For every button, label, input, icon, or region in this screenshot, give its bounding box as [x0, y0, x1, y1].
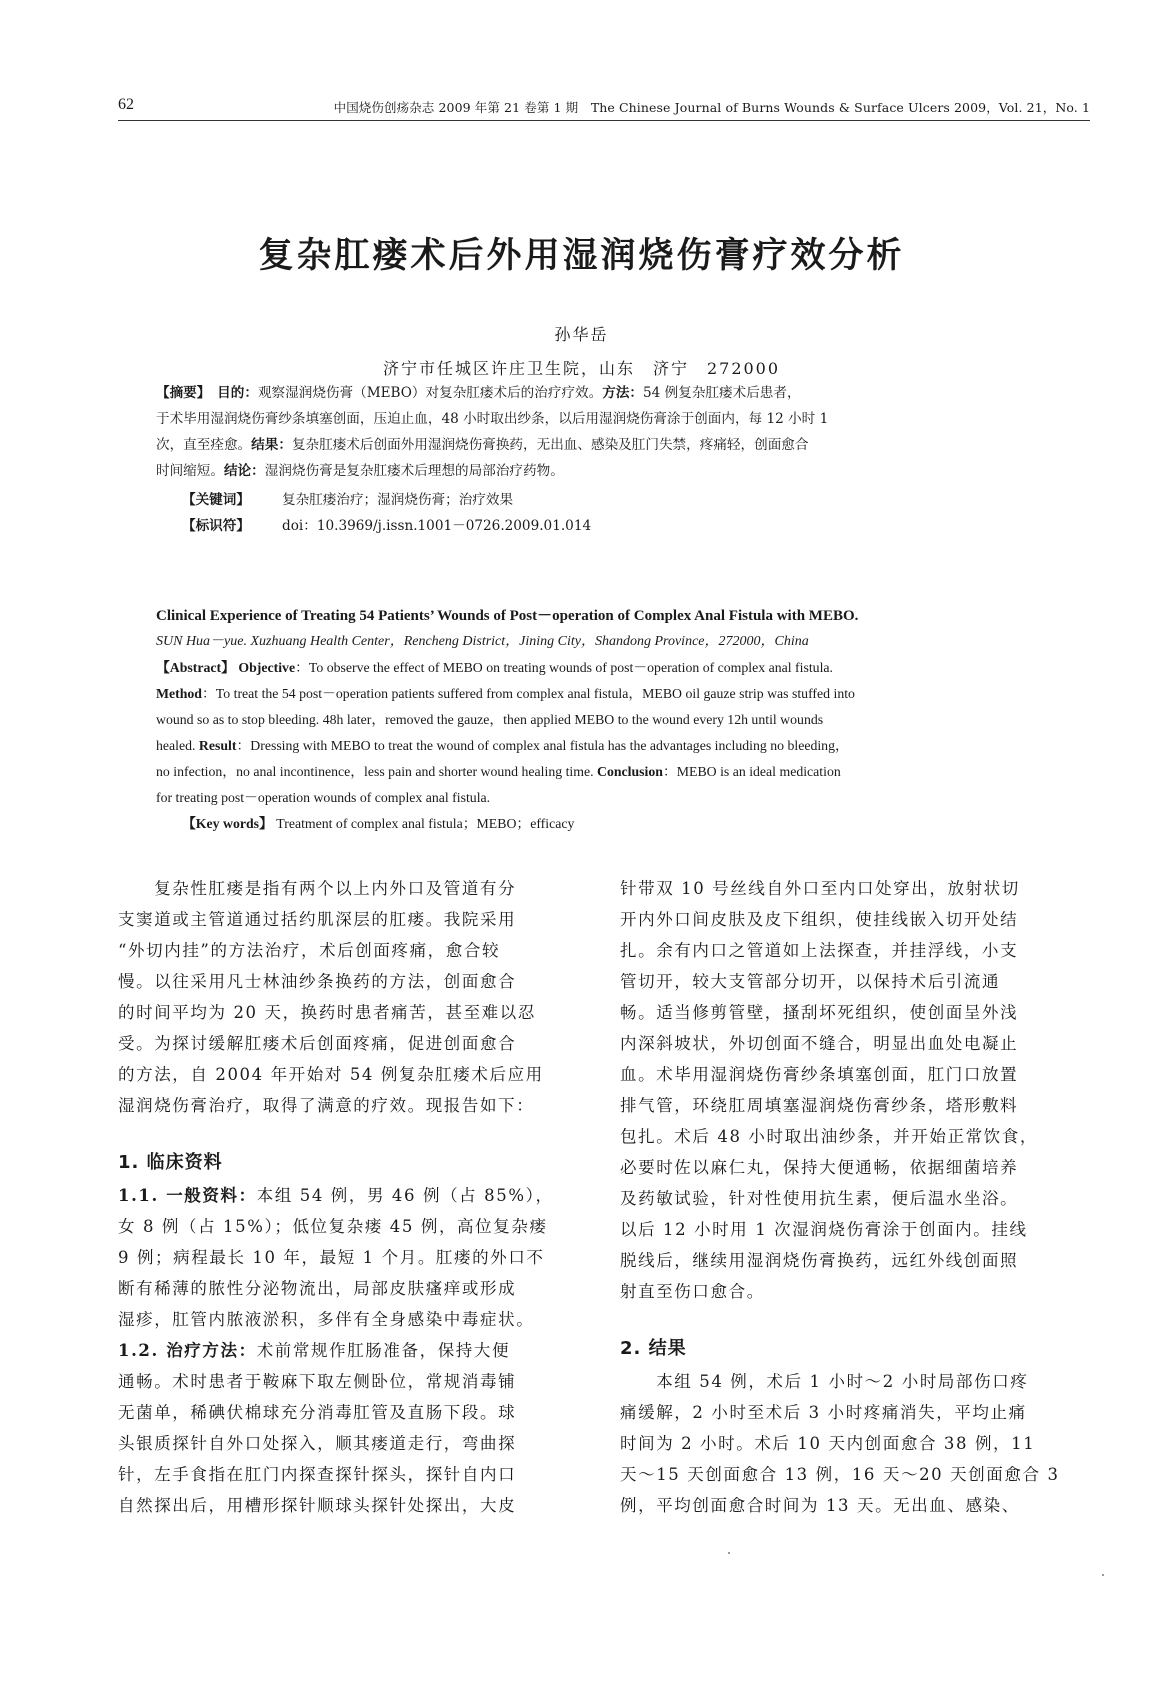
- text-run: 内深斜坡状，外切创面不缝合，明显出血处电凝止: [620, 1034, 1019, 1053]
- chinese-keywords: [182, 488, 513, 508]
- bold-run: Result: [198, 738, 237, 753]
- text-run: 针带双 10 号丝线自外口至内口处穿出，放射状切: [620, 879, 1020, 898]
- text-run: 于术毕用湿润烧伤膏纱条填塞创面，压迫止血，48 小时取出纱条，以后用湿润烧伤膏涂于创面内，每 12 小时 1: [156, 411, 829, 427]
- text-run: ：To observe the effect of MEBO on treating wounds of post－operation of complex anal fistula.: [295, 660, 833, 675]
- bold-run: 【摘要】: [156, 385, 218, 401]
- text-run: 脱线后，继续用湿润烧伤膏换药，远红外线创面照: [620, 1251, 1019, 1270]
- text-run: 次，直至痊愈。: [156, 437, 252, 453]
- body-line: [118, 1304, 582, 1335]
- scan-speck: [728, 1552, 730, 1554]
- bold-run: 目的：: [217, 385, 258, 401]
- text-run: 畅。适当修剪管壁，搔刮坏死组织，使创面呈外浅: [620, 1003, 1019, 1022]
- text-run: 受。为探讨缓解肛瘘术后创面疼痛，促进创面愈合: [118, 1034, 517, 1053]
- english-title: Clinical Experience of Treating 54 Patients’ Wounds of Post－operation of Complex Anal Fistula with MEBO.: [156, 608, 859, 624]
- body-line: [620, 1490, 1084, 1521]
- author-name: 孙华岳: [554, 325, 609, 344]
- body-line: [118, 1397, 582, 1428]
- abstract-line: [156, 681, 1086, 707]
- bold-run: 2. 结果: [620, 1338, 687, 1359]
- bold-run: 1.1. 一般资料：: [118, 1186, 257, 1205]
- body-line: [620, 1214, 1084, 1245]
- author-affiliation: 济宁市任城区许庄卫生院，山东 济宁 272000: [382, 359, 781, 378]
- text-run: healed.: [156, 738, 199, 753]
- en-keywords-value: Treatment of complex anal fistula；MEBO；efficacy: [276, 816, 575, 831]
- doi-value: doi：10.3969/j.issn.1001－0726.2009.01.014: [282, 518, 592, 534]
- text-run: ：MEBO is an ideal medication: [662, 764, 841, 779]
- body-line: [118, 1335, 582, 1366]
- text-run: 时间缩短。: [156, 463, 224, 479]
- abstract-line: [156, 406, 1086, 432]
- body-line: [118, 1428, 582, 1459]
- abstract-line: [156, 458, 1086, 484]
- body-line: [620, 1459, 1084, 1490]
- text-run: 包扎。术后 48 小时取出油纱条，并开始正常饮食，: [620, 1127, 1038, 1146]
- text-run: 断有稀薄的脓性分泌物流出，局部皮肤瘙痒或形成: [118, 1279, 517, 1298]
- text-run: 本组 54 例，男 46 例（占 85%），: [256, 1186, 554, 1205]
- journal-citation: 中国烧伤创疡杂志 2009 年第 21 卷第 1 期 The Chinese Journal of Burns Wounds & Surface Ulcers 2009，Vol. 21，No. 1: [333, 100, 1090, 115]
- body-line: [118, 1180, 582, 1211]
- bold-run: 方法：: [602, 385, 644, 401]
- body-line: [118, 1059, 582, 1090]
- body-line: [118, 997, 582, 1028]
- bold-run: 结论：: [223, 463, 265, 479]
- text-run: 观察湿润烧伤膏（MEBO）对复杂肛瘘术后的治疗疗效。: [257, 385, 603, 401]
- text-run: 血。术毕用湿润烧伤膏纱条填塞创面，肛门口放置: [620, 1065, 1019, 1084]
- body-line: [118, 1490, 582, 1521]
- text-run: 射直至伤口愈合。: [620, 1282, 765, 1301]
- text-run: 复杂性肛瘘是指有两个以上内外口及管道有分: [118, 879, 517, 898]
- paragraph-gap: [118, 1121, 582, 1146]
- body-line: [620, 1152, 1084, 1183]
- body-line: [118, 1028, 582, 1059]
- abstract-line: [156, 785, 1086, 811]
- text-run: ：Dressing with MEBO to treat the wound of complex anal fistula has the advantages including no bleeding，: [236, 738, 849, 753]
- text-run: for treating post－operation wounds of complex anal fistula.: [156, 790, 491, 805]
- text-run: no infection，no anal incontinence，less pain and shorter wound healing time.: [156, 764, 598, 779]
- body-line: [620, 1397, 1084, 1428]
- abstract-line: [156, 707, 1086, 733]
- text-run: 术前常规作肛肠准备，保持大便: [256, 1341, 511, 1360]
- body-line: [118, 1211, 582, 1242]
- text-run: 天～15 天创面愈合 13 例，16 天～20 天创面愈合 3: [620, 1465, 1060, 1484]
- text-run: 排气管，环绕肛周填塞湿润烧伤膏纱条，塔形敷料: [620, 1096, 1019, 1115]
- body-line: [118, 935, 582, 966]
- body-line: [620, 1121, 1084, 1152]
- body-line: [118, 966, 582, 997]
- text-run: 自然探出后，用槽形探针顺球头探针处探出，大皮: [118, 1496, 517, 1515]
- text-run: 开内外口间皮肤及皮下组织，使挂线嵌入切开处结: [620, 910, 1019, 929]
- page-number: 62: [118, 96, 134, 113]
- en-keywords-label: 【Key words】: [182, 816, 273, 831]
- body-line: [118, 1459, 582, 1490]
- keywords-label: 【关键词】: [182, 492, 250, 508]
- english-abstract: [156, 655, 1086, 811]
- identifier-label: 【标识符】: [182, 518, 250, 534]
- section-heading: [620, 1332, 1084, 1366]
- text-run: 本组 54 例，术后 1 小时～2 小时局部伤口疼: [620, 1372, 1029, 1391]
- body-line: [620, 1183, 1084, 1214]
- text-run: “外切内挂”的方法治疗，术后创面疼痛，愈合较: [118, 941, 501, 960]
- english-author: SUN Hua－yue. Xuzhuang Health Center，Rencheng District，Jining City，Shandong Province，272000，China: [156, 634, 809, 649]
- text-run: 例，平均创面愈合时间为 13 天。无出血、感染、: [620, 1496, 1020, 1515]
- abstract-line: [156, 759, 1086, 785]
- body-line: [620, 1059, 1084, 1090]
- body-line: [620, 1090, 1084, 1121]
- text-run: 湿润烧伤膏治疗，取得了满意的疗效。现报告如下：: [118, 1096, 535, 1115]
- article-title: 复杂肛瘘术后外用湿润烧伤膏疗效分析: [258, 236, 905, 276]
- english-keywords: [182, 812, 574, 832]
- text-run: 复杂肛瘘术后创面外用湿润烧伤膏换药，无出血、感染及肛门失禁，疼痛轻，创面愈合: [291, 437, 809, 453]
- text-run: 湿疹，肛管内脓液淤积，多伴有全身感染中毒症状。: [118, 1310, 535, 1329]
- body-line: [118, 1366, 582, 1397]
- body-line: [118, 873, 582, 904]
- text-run: ：To treat the 54 post－operation patients suffered from complex anal fistula，MEBO oil gauze strip was stuffed into: [202, 686, 855, 701]
- text-run: 管切开，较大支管部分切开，以保持术后引流通: [620, 972, 1001, 991]
- text-run: 以后 12 小时用 1 次湿润烧伤膏涂于创面内。挂线: [620, 1220, 1028, 1239]
- section-heading: [118, 1146, 582, 1180]
- text-run: 无菌单，稀碘伏棉球充分消毒肛管及直肠下段。球: [118, 1403, 517, 1422]
- body-line: [620, 935, 1084, 966]
- chinese-abstract: [156, 380, 1086, 484]
- body-line: [620, 1245, 1084, 1276]
- text-run: 支窦道或主管道通过括约肌深层的肛瘘。我院采用: [118, 910, 517, 929]
- text-run: wound so as to stop bleeding. 48h later，removed the gauze，then applied MEBO to the wound every 12h until wounds: [156, 712, 824, 727]
- identifier-row: [182, 514, 591, 534]
- body-line: [118, 1242, 582, 1273]
- text-run: 扎。余有内口之管道如上法探查，并挂浮线，小支: [620, 941, 1019, 960]
- body-line: [118, 1090, 582, 1121]
- text-run: 头银质探针自外口处探入，顺其瘘道走行，弯曲探: [118, 1434, 517, 1453]
- body-line: [620, 1276, 1084, 1307]
- scan-speck: [1102, 1574, 1104, 1576]
- body-line: [620, 997, 1084, 1028]
- keywords-value: 复杂肛瘘治疗；湿润烧伤膏；治疗效果: [282, 492, 514, 508]
- text-run: 痛缓解，2 小时至术后 3 小时疼痛消失，平均止痛: [620, 1403, 1027, 1422]
- text-run: 湿润烧伤膏是复杂肛瘘术后理想的局部治疗药物。: [264, 463, 564, 479]
- abstract-line: [156, 432, 1086, 458]
- body-column-left: [118, 873, 582, 1521]
- paragraph-gap: [620, 1307, 1084, 1332]
- body-line: [620, 904, 1084, 935]
- bold-run: 【Abstract】 Objective: [156, 660, 296, 675]
- abstract-line: [156, 733, 1086, 759]
- text-run: 女 8 例（占 15%）；低位复杂瘘 45 例，高位复杂瘘: [118, 1217, 548, 1236]
- body-line: [118, 904, 582, 935]
- abstract-line: [156, 380, 1086, 406]
- text-run: 的方法，自 2004 年开始对 54 例复杂肛瘘术后应用: [118, 1065, 544, 1084]
- body-line: [620, 1366, 1084, 1397]
- body-column-right: [620, 873, 1084, 1521]
- text-run: 及药敏试验，针对性使用抗生素，便后温水坐浴。: [620, 1189, 1019, 1208]
- bold-run: 1.2. 治疗方法：: [118, 1341, 257, 1360]
- abstract-line: [156, 655, 1086, 681]
- body-line: [620, 1028, 1084, 1059]
- text-run: 通畅。术时患者于鞍麻下取左侧卧位，常规消毒铺: [118, 1372, 517, 1391]
- text-run: 54 例复杂肛瘘术后患者，: [643, 385, 801, 401]
- body-line: [118, 1273, 582, 1304]
- text-run: 慢。以往采用凡士林油纱条换药的方法，创面愈合: [118, 972, 517, 991]
- text-run: 的时间平均为 20 天，换药时患者痛苦，甚至难以忍: [118, 1003, 536, 1022]
- body-line: [620, 966, 1084, 997]
- bold-run: 结果：: [251, 437, 292, 453]
- bold-run: Conclusion: [597, 764, 663, 779]
- body-line: [620, 1428, 1084, 1459]
- text-run: 针，左手食指在肛门内探查探针探头，探针自内口: [118, 1465, 517, 1484]
- body-line: [620, 873, 1084, 904]
- bold-run: Method: [156, 686, 202, 701]
- bold-run: 1. 临床资料: [118, 1152, 223, 1173]
- text-run: 必要时佐以麻仁丸，保持大便通畅，依据细菌培养: [620, 1158, 1019, 1177]
- text-run: 9 例；病程最长 10 年，最短 1 个月。肛瘘的外口不: [118, 1248, 545, 1267]
- running-header: [118, 96, 1090, 121]
- text-run: 时间为 2 小时。术后 10 天内创面愈合 38 例，11: [620, 1434, 1036, 1453]
